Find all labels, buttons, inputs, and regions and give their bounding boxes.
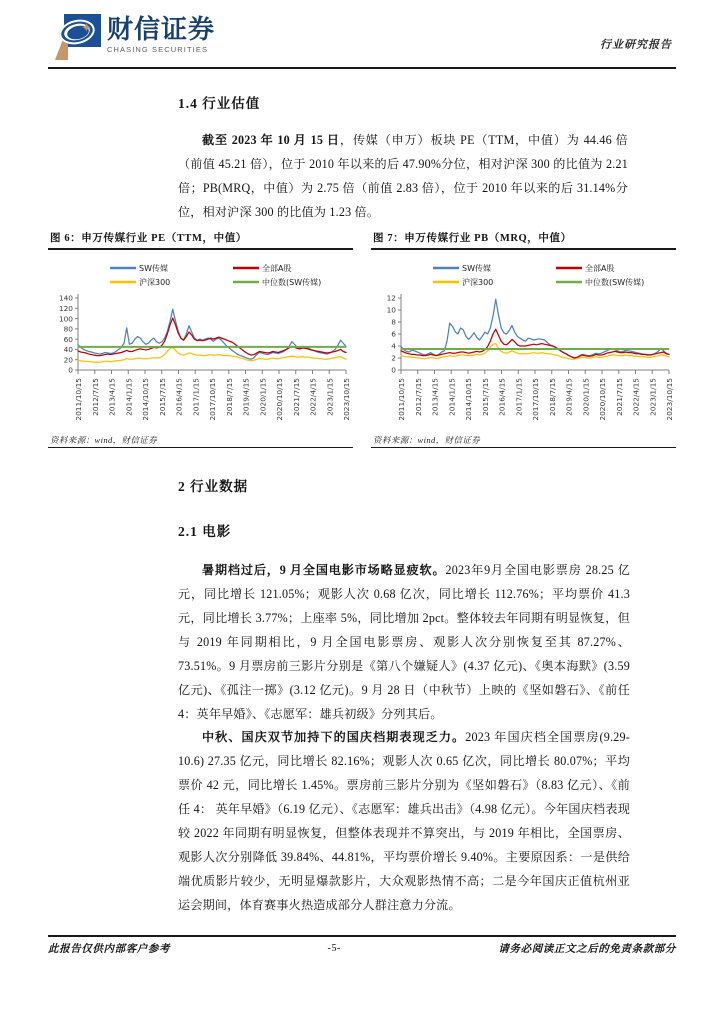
company-logo bbox=[55, 14, 215, 60]
figure-pb-chart bbox=[371, 250, 676, 430]
svg-text:2014/10/15: 2014/10/15 bbox=[141, 377, 150, 421]
paragraph1-rest: 2023年9月全国电影票房 28.25 亿元，同比增长 121.05%；观影人次 0.68 亿次，同比增长 112.76%；平均票价 41.3 元，同比增长 3.77%；上座率 5%，同比增加 2pct。整体较去年同期有明显恢复，但与 2019 年同期相比，9 月全国电影票房、观影人次分别恢复至其 87.27%、73.51%。9 月票房前三影片分别是《第八个嫌疑人》(4.37 亿元)、《奥本海默》(3.59 亿元)、《孤注一掷》(3.12 亿元)。9 月 28 日（中秋节）上映的《坚如磐石》、《前任 4：英年早婚》、《志愿军：雄兵初级》分列其后。 bbox=[178, 563, 630, 721]
logo-mark-icon bbox=[55, 14, 101, 60]
svg-text:8: 8 bbox=[391, 317, 396, 327]
svg-text:2011/10/15: 2011/10/15 bbox=[397, 377, 406, 421]
paragraph2-rest: 2023 年国庆档全国票房(9.29-10.6) 27.35 亿元，同比增长 82.16%；观影人次 0.65 亿次，同比增长 80.07%；平均票价 42 元，同比增长 1.45%。票房前三影片分别为《坚如磐石》（8.83 亿元）、《前任 4： 英年早婚》（6.19 亿元）、《志愿军：雄兵出击》（4.98 亿元）。今年国庆档表现较 2022 年同期有明显恢复，但整体表现并不算突出，与 2019 年相比，全国票房、观影人次分别降低 39.84%、44.81%，平均票价增长 9.40%。主要原因系：一是供给端优质影片较少，无明显爆款影片，大众观影热情不高；二是今年国庆正值杭州亚运会期间，体育赛事火热造成部分人群注意力分流。 bbox=[178, 730, 630, 912]
svg-text:100: 100 bbox=[58, 313, 73, 323]
paragraph1-lead-bold: 暑期档过后，9 月全国电影市场略显疲软。 bbox=[202, 563, 446, 577]
svg-text:2021/7/15: 2021/7/15 bbox=[291, 377, 301, 416]
footer-left-note: 此报告仅供内部客户参考 bbox=[48, 944, 171, 955]
svg-text:2022/4/15: 2022/4/15 bbox=[631, 377, 641, 416]
svg-text:40: 40 bbox=[63, 344, 73, 354]
section-heading-2: 2 行业数据 bbox=[178, 479, 249, 494]
svg-text:全部A股: 全部A股 bbox=[262, 263, 292, 273]
figure-pe-rule-bottom bbox=[48, 447, 353, 448]
figure-pe-caption: 图 6：申万传媒行业 PE（TTM，中值） bbox=[50, 233, 247, 244]
svg-text:0: 0 bbox=[391, 365, 396, 375]
svg-text:2018/7/15: 2018/7/15 bbox=[547, 377, 557, 416]
svg-text:10: 10 bbox=[386, 305, 396, 315]
paragraph-rest: ，传媒（申万）板块 PE（TTM，中值）为 44.46 倍（前值 45.21 倍），位于 2010 年以来的后 47.90%分位，相对沪深 300 的比值为 2.21 倍；PB(MRQ，中值）为 2.75 倍（前值 2.83 倍），位于 2010 年以来的后 31.14%分位，相对沪深 300 的比值为 1.23 倍。 bbox=[178, 133, 628, 219]
section-2-1-paragraph-2 bbox=[178, 725, 630, 917]
svg-text:2014/1/15: 2014/1/15 bbox=[447, 377, 457, 416]
svg-text:2023/10/15: 2023/10/15 bbox=[665, 377, 674, 421]
svg-text:2013/4/15: 2013/4/15 bbox=[430, 377, 440, 416]
svg-text:120: 120 bbox=[58, 303, 73, 313]
svg-text:2017/1/15: 2017/1/15 bbox=[514, 377, 524, 416]
svg-text:140: 140 bbox=[58, 293, 73, 303]
svg-text:2014/10/15: 2014/10/15 bbox=[464, 377, 473, 421]
figure-pb bbox=[371, 228, 676, 448]
page-header bbox=[0, 0, 724, 72]
paragraph2-lead-bold: 中秋、国庆双节加持下的国庆档期表现乏力。 bbox=[202, 730, 466, 744]
svg-text:2019/4/15: 2019/4/15 bbox=[241, 377, 251, 416]
svg-text:2015/7/15: 2015/7/15 bbox=[157, 377, 167, 416]
svg-text:2017/10/15: 2017/10/15 bbox=[531, 377, 540, 421]
svg-text:2017/1/15: 2017/1/15 bbox=[191, 377, 201, 416]
svg-text:2020/10/15: 2020/10/15 bbox=[598, 377, 607, 421]
svg-text:0: 0 bbox=[68, 365, 73, 375]
header-divider bbox=[48, 67, 676, 69]
section-heading-2-1: 2.1 电影 bbox=[178, 524, 232, 539]
svg-text:2016/4/15: 2016/4/15 bbox=[497, 377, 507, 416]
section-2-1-paragraph-1 bbox=[178, 558, 630, 726]
svg-text:12: 12 bbox=[386, 293, 396, 303]
figure-pb-caption: 图 7：申万传媒行业 PB（MRQ，中值） bbox=[373, 233, 572, 244]
svg-text:2020/1/15: 2020/1/15 bbox=[258, 377, 268, 416]
svg-text:2013/4/15: 2013/4/15 bbox=[107, 377, 117, 416]
page-number: -5- bbox=[327, 943, 341, 954]
svg-text:20: 20 bbox=[63, 354, 73, 364]
svg-text:2020/10/15: 2020/10/15 bbox=[275, 377, 284, 421]
figure-pb-source: 资料来源：wind，财信证券 bbox=[373, 434, 481, 445]
svg-text:中位数(SW传媒): 中位数(SW传媒) bbox=[585, 277, 645, 287]
pe-line-chart-svg bbox=[48, 250, 353, 430]
svg-text:2022/4/15: 2022/4/15 bbox=[308, 377, 318, 416]
footer-divider bbox=[48, 935, 676, 937]
svg-text:2: 2 bbox=[391, 353, 396, 363]
svg-text:沪深300: 沪深300 bbox=[139, 277, 171, 287]
svg-text:2014/1/15: 2014/1/15 bbox=[124, 377, 134, 416]
svg-text:SW传媒: SW传媒 bbox=[139, 263, 168, 273]
svg-text:60: 60 bbox=[63, 334, 73, 344]
figure-pe bbox=[48, 228, 353, 448]
paragraph-lead-bold: 截至 2023 年 10 月 15 日 bbox=[202, 133, 340, 147]
logo-company-name-cn: 财信证券 bbox=[107, 14, 216, 44]
svg-text:2012/7/15: 2012/7/15 bbox=[413, 377, 423, 416]
section-1-4-paragraph bbox=[178, 128, 628, 224]
svg-text:4: 4 bbox=[391, 341, 396, 351]
svg-text:2023/1/15: 2023/1/15 bbox=[325, 377, 335, 416]
svg-text:2017/10/15: 2017/10/15 bbox=[208, 377, 217, 421]
svg-text:2023/10/15: 2023/10/15 bbox=[342, 377, 351, 421]
document-type-label: 行业研究报告 bbox=[600, 39, 672, 51]
svg-text:80: 80 bbox=[63, 324, 73, 334]
svg-text:2012/7/15: 2012/7/15 bbox=[90, 377, 100, 416]
footer-right-note: 请务必阅读正文之后的免责条款部分 bbox=[498, 944, 676, 955]
svg-text:中位数(SW传媒): 中位数(SW传媒) bbox=[262, 277, 322, 287]
svg-text:2021/7/15: 2021/7/15 bbox=[614, 377, 624, 416]
svg-text:SW传媒: SW传媒 bbox=[462, 263, 491, 273]
svg-text:2016/4/15: 2016/4/15 bbox=[174, 377, 184, 416]
svg-text:沪深300: 沪深300 bbox=[462, 277, 494, 287]
svg-text:2020/1/15: 2020/1/15 bbox=[581, 377, 591, 416]
figure-pb-rule-bottom bbox=[371, 447, 676, 448]
star-icon: ✦ bbox=[81, 20, 92, 35]
logo-company-name-en: CHASING SECURITIES bbox=[107, 45, 209, 54]
svg-text:2011/10/15: 2011/10/15 bbox=[74, 377, 83, 421]
svg-text:全部A股: 全部A股 bbox=[585, 263, 615, 273]
svg-text:2018/7/15: 2018/7/15 bbox=[224, 377, 234, 416]
page-footer bbox=[48, 941, 676, 956]
pb-line-chart-svg bbox=[371, 250, 676, 430]
figures-row bbox=[48, 228, 676, 448]
section-heading-1-4: 1.4 行业估值 bbox=[178, 96, 261, 111]
figure-pe-source: 资料来源：wind，财信证券 bbox=[50, 434, 158, 445]
svg-text:2015/7/15: 2015/7/15 bbox=[480, 377, 490, 416]
svg-text:6: 6 bbox=[391, 329, 396, 339]
figure-pe-chart bbox=[48, 250, 353, 430]
svg-text:2019/4/15: 2019/4/15 bbox=[564, 377, 574, 416]
svg-text:2023/1/15: 2023/1/15 bbox=[648, 377, 658, 416]
